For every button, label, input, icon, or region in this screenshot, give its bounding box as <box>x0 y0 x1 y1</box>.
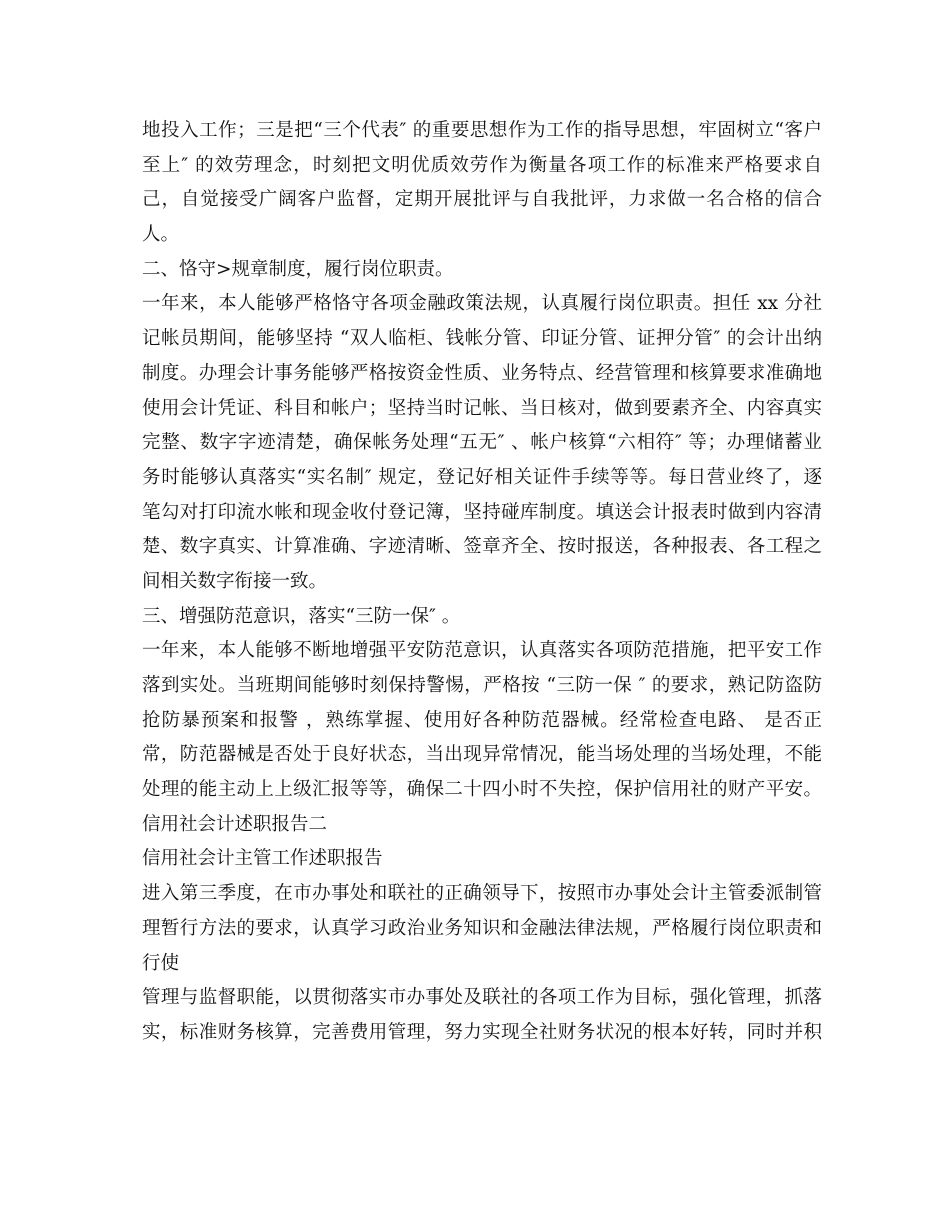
text-line: 常，防范器械是否处于良好状态，当出现异常情况，能当场处理的当场处理，不能 <box>142 744 822 766</box>
text-line: 一年来，本人能够不断地增强平安防范意识，认真落实各项防范措施，把平安工作 <box>142 640 822 662</box>
section-heading: 二、恪守>规章制度，履行岗位职责。 <box>142 258 454 280</box>
text-line: 记帐员期间，能够坚持 “双人临柜、钱帐分管、印证分管、证押分管″ 的会计出纳 <box>142 328 822 350</box>
text-line: 抢防暴预案和报警 ，熟练掌握、使用好各种防范器械。经常检查电路、 是否正 <box>142 709 822 731</box>
report-title: 信用社会计述职报告二 <box>142 813 328 835</box>
text-line: 落到实处。当班期间能够时刻保持警惕，严格按 “三防一保 ″ 的要求，熟记防盗防 <box>142 675 822 696</box>
text-line: 进入第三季度，在市办事处和联社的正确领导下，按照市办事处会计主管委派制管 <box>142 883 822 905</box>
text-line: 行使 <box>142 952 180 974</box>
report-subtitle: 信用社会计主管工作述职报告 <box>142 848 383 870</box>
text-line: 实，标准财务核算，完善费用管理，努力实现全社财务状况的根本好转，同时并积 <box>142 1021 822 1043</box>
text-line: 使用会计凭证、科目和帐户；坚持当时记帐、当日核对，做到要素齐全、内容真实 <box>142 397 822 419</box>
text-line: 人。 <box>142 224 180 246</box>
text-line: 处理的能主动上上级汇报等等，确保二十四小时不失控，保护信用社的财产平安。 <box>142 779 822 801</box>
text-line: 理暂行方法的要求，认真学习政治业务知识和金融法律法规，严格履行岗位职责和 <box>142 917 822 939</box>
text-line: 一年来，本人能够严格恪守各项金融政策法规，认真履行岗位职责。担任 xx 分社 <box>142 293 822 315</box>
section-heading: 三、增强防范意识，落实“三防一保″ 。 <box>142 605 461 627</box>
document-page <box>142 114 822 1051</box>
text-line: 楚、数字真实、计算准确、字迹清晰、签章齐全、按时报送，各种报表、各工程之 <box>142 536 822 558</box>
text-line: 己，自觉接受广阔客户监督，定期开展批评与自我批评，力求做一名合格的信合 <box>142 189 822 211</box>
text-line: 务时能够认真落实“实名制″ 规定，登记好相关证件手续等等。每日营业终了，逐 <box>142 466 822 488</box>
text-line: 管理与监督职能，以贯彻落实市办事处及联社的各项工作为目标，强化管理，抓落 <box>142 987 822 1009</box>
text-line: 地投入工作；三是把“三个代表″ 的重要思想作为工作的指导思想，牢固树立“客户 <box>142 120 822 141</box>
text-line: 完整、数字字迹清楚，确保帐务处理“五无″ 、帐户核算“六相符″ 等；办理储蓄业 <box>142 432 822 454</box>
text-line: 间相关数字衔接一致。 <box>142 570 328 592</box>
text-line: 笔勾对打印流水帐和现金收付登记簿，坚持碰库制度。填送会计报表时做到内容清 <box>142 501 822 523</box>
text-line: 制度。办理会计事务能够严格按资金性质、业务特点、经营管理和核算要求准确地 <box>142 362 822 384</box>
text-line: 至上″ 的效劳理念，时刻把文明优质效劳作为衡量各项工作的标准来严格要求自 <box>142 154 822 176</box>
